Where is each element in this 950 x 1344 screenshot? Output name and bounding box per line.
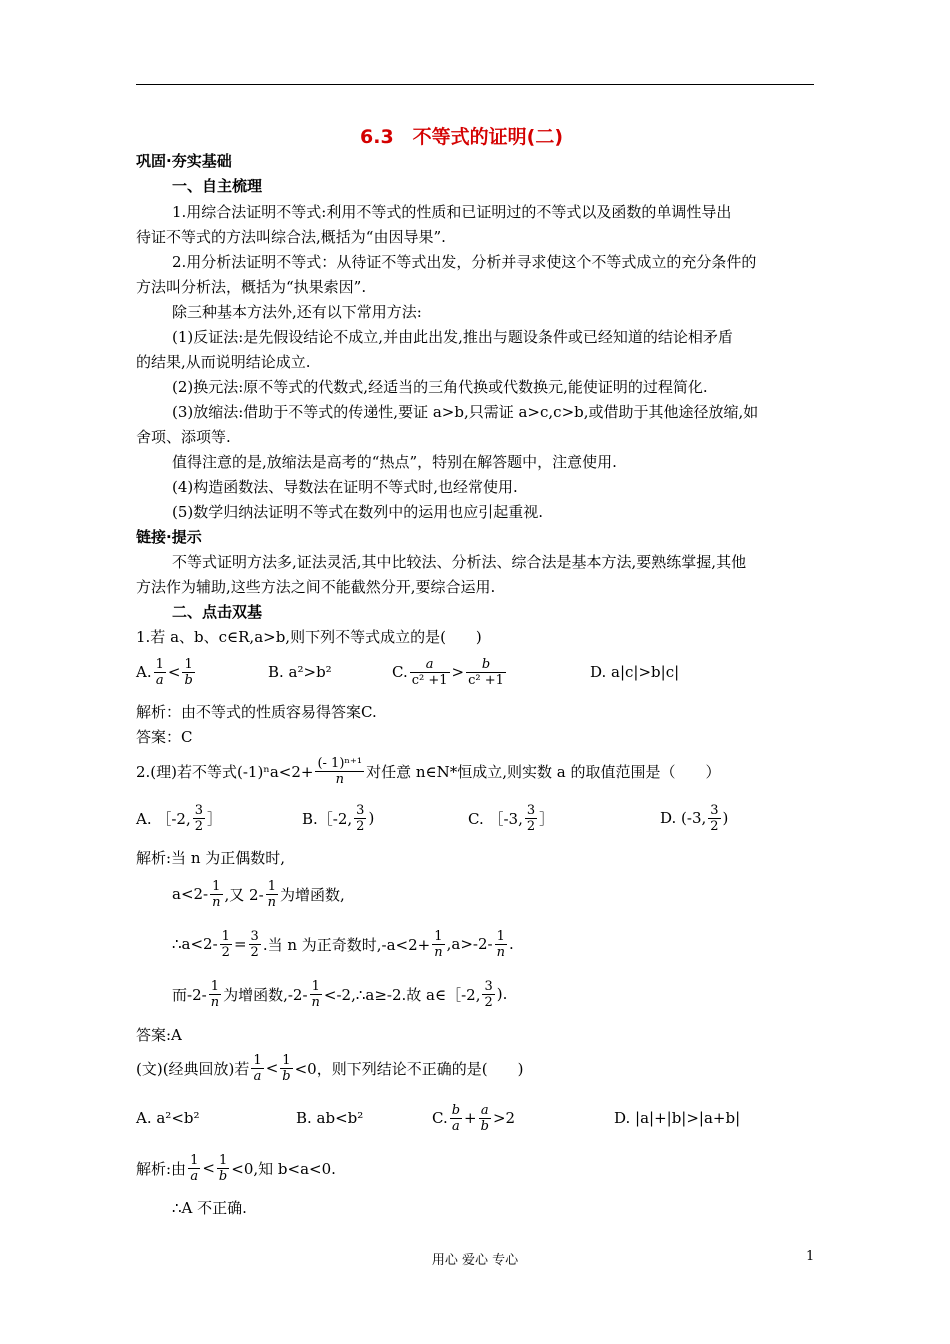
- section-heading: 链接·提示: [136, 528, 202, 546]
- paragraph: 值得注意的是,放缩法是高考的“热点”，特别在解答题中，注意使用.: [172, 453, 617, 471]
- fraction: $\frac{1}{2}$: [221, 928, 230, 960]
- page-footer: 用心 爱心 专心: [431, 1253, 519, 1268]
- fraction: $\frac{a}{b}$: [480, 1102, 489, 1134]
- question-1: 1.若 a、b、c∈R,a>b,则下列不等式成立的是( ): [136, 628, 482, 646]
- q2-option-a: A. ［-2, $\frac{3}{2}$ ］: [136, 802, 223, 834]
- fraction: $\frac{\text{(- 1)ⁿ⁺¹}}{n}$: [317, 755, 363, 787]
- fraction: $\frac{3}{2}$: [250, 928, 259, 960]
- answer: 答案:A: [136, 1026, 182, 1044]
- fraction: $\frac{3}{2}$: [484, 978, 493, 1010]
- solution: 解析:当 n 为正偶数时,: [136, 849, 286, 867]
- subsection-heading: 二、点击双基: [172, 603, 263, 621]
- fraction: $\frac{1}{n}$: [311, 978, 320, 1010]
- q2-option-c: C. ［-3, $\frac{3}{2}$ ］: [468, 802, 555, 834]
- fraction: $\frac{1}{a}$: [253, 1052, 262, 1084]
- paragraph: 2.用分析法证明不等式：从待证不等式出发，分析并寻求使这个不等式成立的充分条件的: [172, 253, 757, 271]
- solution-step: ∴a<2- $\frac{1}{2}$ = $\frac{3}{2}$ .当 n 为正奇数时,-a<2+ $\frac{1}{n}$ ,a>-2- $\frac{1}{n}$ .: [172, 928, 514, 960]
- section-heading: 巩固·夯实基础: [136, 152, 232, 170]
- paragraph: 方法作为辅助,这些方法之间不能截然分开,要综合运用.: [136, 578, 496, 596]
- fraction: $\frac{1}{a}$: [190, 1152, 199, 1184]
- fraction: $\frac{3}{2}$: [526, 802, 536, 834]
- q3-option-c: C. $\frac{b}{a}$ + $\frac{a}{b}$ >2: [432, 1102, 516, 1134]
- fraction: $\frac{1}{n}$: [496, 928, 505, 960]
- header-rule: [136, 84, 814, 85]
- fraction: $\frac{3}{2}$: [710, 802, 719, 834]
- paragraph: (3)放缩法:借助于不等式的传递性,要证 a>b,只需证 a>c,c>b,或借助于其他途径放缩,如: [172, 403, 759, 421]
- q1-option-d: D. a|c|>b|c|: [590, 663, 680, 681]
- solution-step: 而-2- $\frac{1}{n}$ 为增函数,-2- $\frac{1}{n}$ <-2,∴a≥-2.故 a∈［-2, $\frac{3}{2}$ ).: [172, 978, 508, 1010]
- solution: 解析：由不等式的性质容易得答案C.: [136, 703, 377, 721]
- fraction: $\frac{b}{a}$: [451, 1102, 461, 1134]
- paragraph: (5)数学归纳法证明不等式在数列中的运用也应引起重视.: [172, 503, 544, 521]
- fraction: $\frac{a}{\text{c² +1}}$: [411, 656, 448, 688]
- fraction: $\frac{3}{2}$: [356, 802, 365, 834]
- solution-step: a<2- $\frac{1}{n}$ ,又 2- $\frac{1}{n}$ 为增函数,: [172, 878, 345, 910]
- fraction: $\frac{b}{\text{c² +1}}$: [468, 656, 504, 688]
- page-title: 6.3 不等式的证明(二): [360, 126, 564, 148]
- subsection-heading: 一、自主梳理: [172, 177, 263, 195]
- answer: 答案：C: [136, 728, 193, 746]
- solution-step: ∴A 不正确.: [172, 1199, 247, 1217]
- paragraph: 方法叫分析法，概括为“执果索因”.: [136, 278, 367, 296]
- paragraph: 的结果,从而说明结论成立.: [136, 353, 311, 371]
- question-3: (文)(经典回放)若 $\frac{1}{a}$ < $\frac{1}{b}$ <0，则下列结论不正确的是( ): [136, 1052, 524, 1084]
- paragraph: 1.用综合法证明不等式:利用不等式的性质和已证明过的不等式以及函数的单调性导出: [172, 203, 732, 221]
- paragraph: 舍项、添项等.: [136, 428, 231, 446]
- q2-option-d: D. (-3, $\frac{3}{2}$ ): [660, 802, 729, 834]
- q3-option-a: A. a²<b²: [136, 1109, 200, 1127]
- paragraph: 待证不等式的方法叫综合法,概括为“由因导果”.: [136, 228, 446, 246]
- q2-option-b: B.［-2, $\frac{3}{2}$ ): [302, 802, 375, 834]
- page-number: 1: [806, 1249, 815, 1264]
- q1-option-b: B. a²>b²: [268, 663, 332, 681]
- paragraph: 除三种基本方法外,还有以下常用方法:: [172, 303, 422, 321]
- fraction: $\frac{1}{b}$: [184, 656, 193, 688]
- q3-option-d: D. |a|+|b|>|a+b|: [614, 1109, 741, 1127]
- fraction: $\frac{1}{n}$: [434, 928, 443, 960]
- q1-option-c: C. $\frac{a}{\text{c² +1}}$ > $\frac{b}{\text{c² +1}}$: [392, 656, 504, 688]
- q1-option-a: A. $\frac{1}{a}$ < $\frac{1}{b}$: [136, 656, 193, 688]
- paragraph: (4)构造函数法、导数法在证明不等式时,也经常使用.: [172, 478, 518, 496]
- paragraph: 不等式证明方法多,证法灵活,其中比较法、分析法、综合法是基本方法,要熟练掌握,其他: [172, 553, 747, 571]
- q3-option-b: B. ab<b²: [296, 1109, 364, 1127]
- fraction: $\frac{1}{n}$: [212, 878, 221, 910]
- paragraph: (1)反证法:是先假设结论不成立,并由此出发,推出与题设条件或已经知道的结论相矛盾: [172, 328, 733, 346]
- fraction: $\frac{1}{n}$: [210, 978, 220, 1010]
- fraction: $\frac{1}{b}$: [218, 1152, 228, 1184]
- question-2: 2.(理)若不等式(-1)ⁿa<2+ $\frac{\text{(- 1)ⁿ⁺¹}}{n}$ 对任意 n∈N*恒成立,则实数 a 的取值范围是（ ）: [136, 755, 721, 787]
- fraction: $\frac{1}{n}$: [267, 878, 277, 910]
- solution: 解析:由 $\frac{1}{a}$ < $\frac{1}{b}$ <0,知 b<a<0.: [136, 1152, 336, 1184]
- fraction: $\frac{3}{2}$: [194, 802, 204, 834]
- paragraph: (2)换元法:原不等式的代数式,经适当的三角代换或代数换元,能使证明的过程简化.: [172, 378, 708, 396]
- fraction: $\frac{1}{a}$: [155, 656, 164, 688]
- fraction: $\frac{1}{b}$: [282, 1052, 291, 1084]
